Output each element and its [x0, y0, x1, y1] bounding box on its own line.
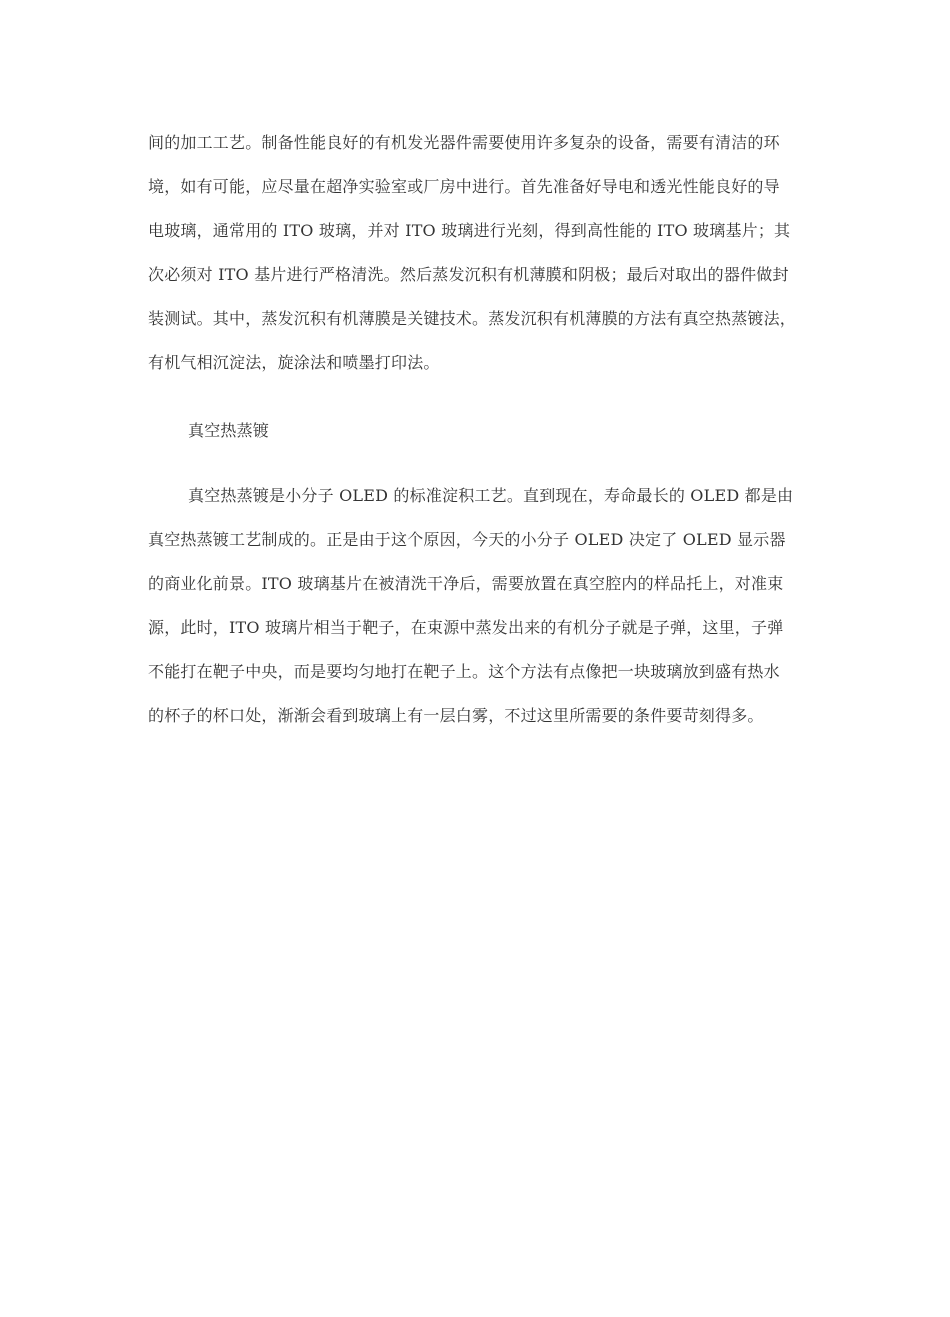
paragraph-line: 境，如有可能，应尽量在超净实验室或厂房中进行。首先准备好导电和透光性能良好的导 — [148, 177, 780, 196]
paragraph-line: 装测试。其中，蒸发沉积有机薄膜是关键技术。蒸发沉积有机薄膜的方法有真空热蒸镀法， — [148, 309, 797, 328]
paragraph-line: 次必须对 ITO 基片进行严格清洗。然后蒸发沉积有机薄膜和阴极；最后对取出的器件做封 — [148, 265, 789, 284]
paragraph-vacuum-deposition — [148, 486, 828, 750]
paragraph-line: 电玻璃，通常用的 ITO 玻璃，并对 ITO 玻璃进行光刻，得到高性能的 ITO 玻璃基片；其 — [148, 221, 791, 240]
paragraph-line: 源，此时，ITO 玻璃片相当于靶子，在束源中蒸发出来的有机分子就是子弹，这里，子弹 — [148, 618, 784, 637]
paragraph-line: 的商业化前景。ITO 玻璃基片在被清洗干净后，需要放置在真空腔内的样品托上，对准束 — [148, 574, 784, 593]
section-heading: 真空热蒸镀 — [188, 421, 270, 440]
paragraph-line: 真空热蒸镀工艺制成的。正是由于这个原因，今天的小分子 OLED 决定了 OLED 显示器 — [148, 530, 786, 549]
section-heading-block — [148, 421, 828, 465]
paragraph-line: 间的加工工艺。制备性能良好的有机发光器件需要使用许多复杂的设备，需要有清洁的环 — [148, 133, 780, 152]
paragraph-line: 真空热蒸镀是小分子 OLED 的标准淀积工艺。直到现在，寿命最长的 OLED 都是由 — [188, 486, 794, 505]
paragraph-process — [148, 133, 828, 397]
paragraph-line: 有机气相沉淀法，旋涂法和喷墨打印法。 — [148, 353, 440, 372]
paragraph-line: 的杯子的杯口处，渐渐会看到玻璃上有一层白雾，不过这里所需要的条件要苛刻得多。 — [148, 706, 764, 725]
paragraph-line: 不能打在靶子中央，而是要均匀地打在靶子上。这个方法有点像把一块玻璃放到盛有热水 — [148, 662, 780, 681]
